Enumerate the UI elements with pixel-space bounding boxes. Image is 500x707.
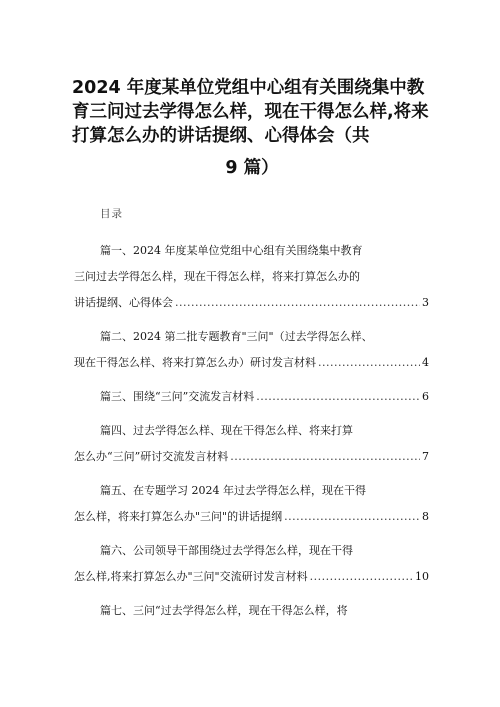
title-line-3: 打算怎么办的讲话提纲、心得体会（共 <box>72 126 370 146</box>
document-title <box>72 76 432 180</box>
title-line-2: 育三问过去学得怎么样，现在干得怎么样,将来 <box>72 102 429 122</box>
dot-leader <box>318 350 420 376</box>
toc-page-number: 10 <box>415 570 429 583</box>
toc-entry-text: 三问过去学得怎么样，现在干得怎么样，将来打算怎么办的 <box>74 270 360 283</box>
toc-entry-text: 篇六、公司领导干部围绕过去学得怎么样，现在干得 <box>100 544 353 557</box>
toc-entry-6[interactable] <box>74 538 429 590</box>
dot-leader <box>230 444 420 470</box>
toc-entry-1[interactable] <box>74 238 429 316</box>
toc-entry-text: 讲话提纲、心得体会 <box>74 296 173 309</box>
toc-page-number: 6 <box>422 390 429 403</box>
toc-entry-text: 怎么样,将来打算怎么办"三问"交流研讨发言材料 <box>74 570 308 583</box>
toc-page-number: 3 <box>422 296 429 309</box>
toc-entry-7[interactable] <box>74 598 429 624</box>
toc-entry-text: 怎么样，将来打算怎么办"三问"的讲话提纲 <box>74 510 283 523</box>
title-line-1: 2024 年度某单位党组中心组有关围绕集中教 <box>72 78 425 98</box>
toc-page-number: 8 <box>422 510 429 523</box>
toc-entry-text: 篇三、围绕“三问”交流发言材料 <box>100 390 255 403</box>
dot-leader <box>175 290 420 316</box>
toc-entry-5[interactable] <box>74 478 429 530</box>
toc-entry-3[interactable] <box>74 384 429 410</box>
toc-entry-text: 现在干得怎么样、将来打算怎么办）研讨发言材料 <box>74 356 316 369</box>
toc-entry-text: 篇五、在专题学习 2024 年过去学得怎么样，现在干得 <box>100 484 366 497</box>
toc-page-number: 7 <box>422 450 429 463</box>
toc-page-number: 4 <box>422 356 429 369</box>
toc-entry-text: 篇七、三问“过去学得怎么样，现在干得怎么样，将 <box>100 604 348 617</box>
title-line-4: 9 篇） <box>225 158 279 178</box>
dot-leader <box>310 564 413 590</box>
dot-leader <box>284 504 420 530</box>
toc-entry-text: 篇四、过去学得怎么样、现在干得怎么样、将来打算 <box>100 424 353 437</box>
dot-leader <box>256 384 420 410</box>
table-of-contents <box>74 238 429 632</box>
toc-entry-2[interactable] <box>74 324 429 376</box>
toc-entry-4[interactable] <box>74 418 429 470</box>
toc-heading: 目录 <box>100 208 123 220</box>
toc-entry-text: 篇二、2024 第二批专题教育"三问"（过去学得怎么样、 <box>100 330 373 343</box>
toc-entry-text: 篇一、2024 年度某单位党组中心组有关围绕集中教育 <box>100 244 363 257</box>
toc-entry-text: 怎么办“三问”研讨交流发言材料 <box>74 450 229 463</box>
